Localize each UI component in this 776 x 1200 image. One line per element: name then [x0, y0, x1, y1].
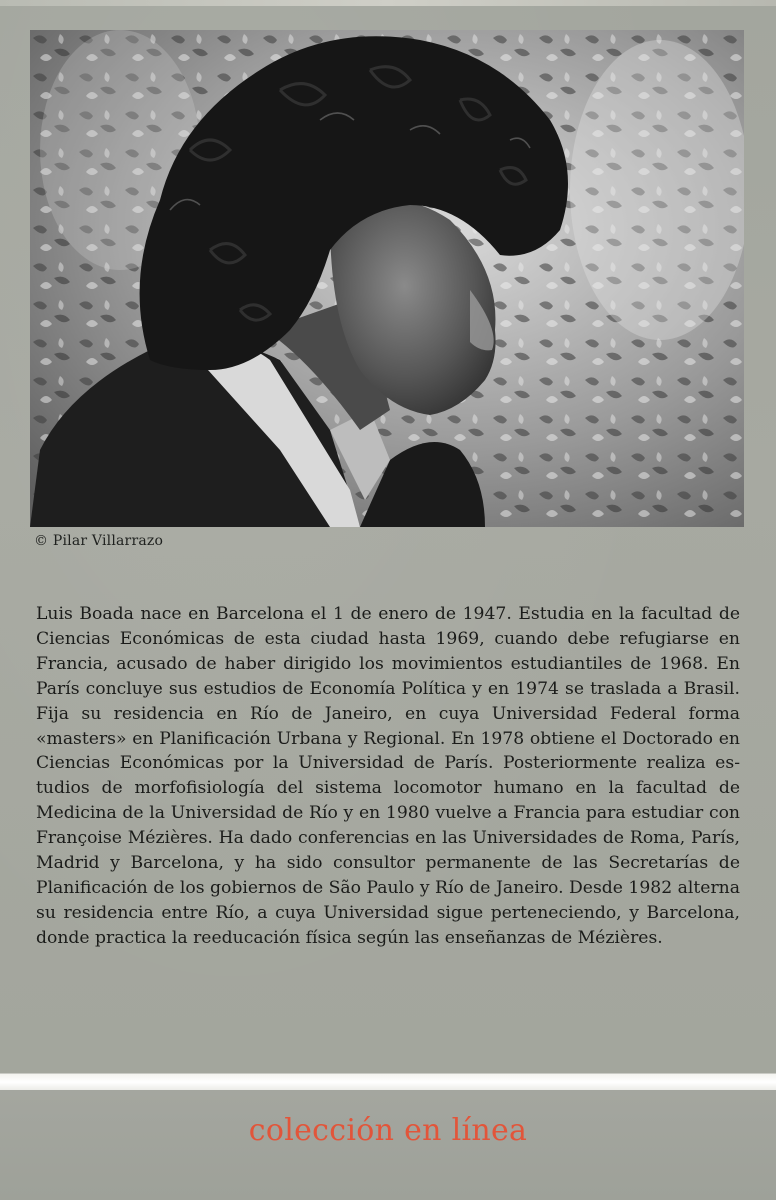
author-photo [30, 30, 744, 527]
series-name: colección en línea [248, 1113, 528, 1148]
portrait-photo-icon [30, 30, 744, 527]
photo-credit: © Pilar Villarrazo [34, 533, 164, 549]
author-biography: Luis Boada nace en Barcelona el 1 de enero de 1947. Estudia en la facultad de Ciencias Económicas de esta ciudad hasta 1969, cuando debe refugiarse en Francia, acusado de haber dirigido los movimientos estudiantiles de 1968. En París concluye sus estudios de Economía Política y en 1974 se traslada a Brasil. Fija su residencia en Río de Janeiro, en cuya Universidad Federal forma «masters» en Planificación Urbana y Regional. En 1978 obtiene el Doctorado en Ciencias Económicas por la Universidad de París. Posteriormente realiza estudios de morfofisiología del sistema locomotor humano en la facultad de Medicina de la Universidad de Río y en 1980 vuelve a Francia para estudiar con Françoise Mézières. Ha dado conferencias en las Universidades de Roma, París, Madrid y Barcelona, y ha sido consultor permanente de las Secretarías de Planificación de los gobiernos de São Paulo y Río de Janeiro. Desde 1982 alterna su residencia entre Río, a cuya Universidad sigue perteneciendo, y Barcelona, donde practica la reeducación física según las enseñanzas de Mézières. [36, 604, 740, 948]
divider-stripe [0, 1073, 776, 1091]
